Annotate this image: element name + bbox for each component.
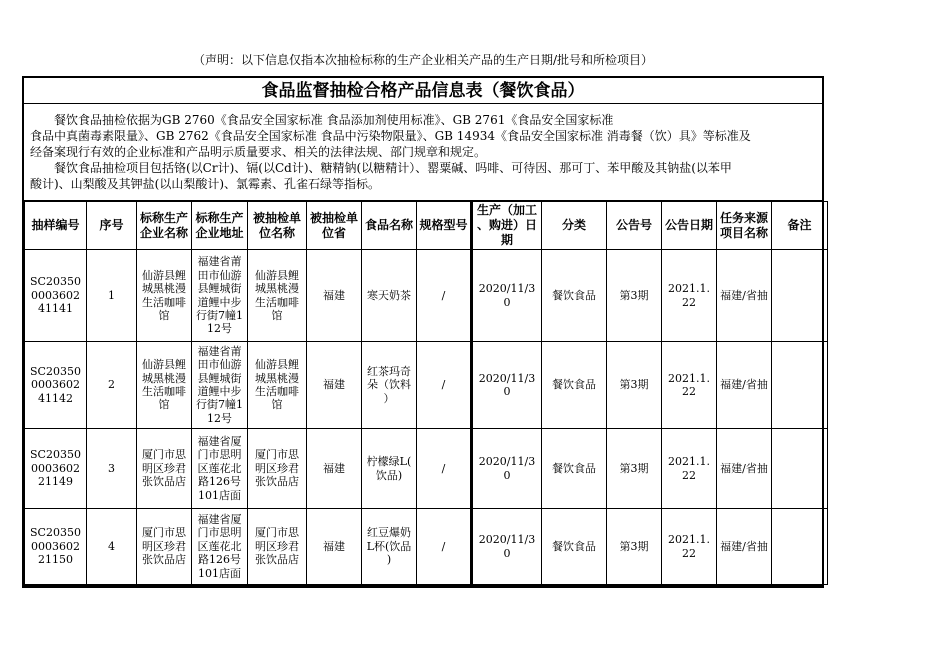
header-producer-name: 标称生产企业名称 bbox=[137, 202, 192, 250]
cell-sampled-unit-province: 福建 bbox=[307, 250, 362, 342]
cell-sampled-unit-name: 仙游县鲤城黑桃漫生活咖啡馆 bbox=[248, 250, 307, 342]
cell-category: 餐饮食品 bbox=[542, 429, 607, 509]
header-seq: 序号 bbox=[87, 202, 137, 250]
cell-production-date: 2020/11/30 bbox=[472, 429, 542, 509]
table-row bbox=[25, 250, 828, 342]
cell-spec-model: / bbox=[417, 250, 472, 342]
cell-sample-number: SC20350000360221150 bbox=[25, 509, 87, 585]
cell-announcement-date: 2021.1.22 bbox=[662, 429, 717, 509]
cell-producer-name: 仙游县鲤城黑桃漫生活咖啡馆 bbox=[137, 342, 192, 429]
cell-food-name: 柠檬绿L(饮品) bbox=[362, 429, 417, 509]
cell-seq: 4 bbox=[87, 509, 137, 585]
cell-task-source: 福建/省抽 bbox=[717, 429, 772, 509]
cell-announcement-date: 2021.1.22 bbox=[662, 509, 717, 585]
cell-sampled-unit-province: 福建 bbox=[307, 342, 362, 429]
cell-producer-address: 福建省莆田市仙游县鲤城街道鲤中步行街7幢112号 bbox=[192, 342, 248, 429]
table-header-row bbox=[25, 202, 828, 250]
table-row bbox=[25, 342, 828, 429]
table-row bbox=[25, 509, 828, 585]
header-announcement-date: 公告日期 bbox=[662, 202, 717, 250]
cell-production-date: 2020/11/30 bbox=[472, 509, 542, 585]
intro-line: 餐饮食品抽检依据为GB 2760《食品安全国家标准 食品添加剂使用标准》、GB 2761《食品安全国家标准 bbox=[54, 113, 614, 127]
products-table bbox=[24, 201, 828, 585]
cell-producer-name: 厦门市思明区珍君张饮品店 bbox=[137, 429, 192, 509]
intro-line: 餐饮食品抽检项目包括铬(以Cr计)、镉(以Cd计)、糖精钠(以糖精计）、罂粟碱、吗啡、可待因、那可丁、苯甲酸及其钠盐(以苯甲 bbox=[54, 161, 732, 175]
cell-spec-model: / bbox=[417, 509, 472, 585]
header-category: 分类 bbox=[542, 202, 607, 250]
cell-category: 餐饮食品 bbox=[542, 509, 607, 585]
header-producer-address: 标称生产企业地址 bbox=[192, 202, 248, 250]
cell-sampled-unit-name: 厦门市思明区珍君张饮品店 bbox=[248, 509, 307, 585]
cell-sampled-unit-name: 仙游县鲤城黑桃漫生活咖啡馆 bbox=[248, 342, 307, 429]
intro-section bbox=[24, 104, 822, 201]
cell-category: 餐饮食品 bbox=[542, 342, 607, 429]
cell-seq: 3 bbox=[87, 429, 137, 509]
cell-producer-address: 福建省厦门市思明区莲花北路126号101店面 bbox=[192, 429, 248, 509]
cell-sample-number: SC20350000360221149 bbox=[25, 429, 87, 509]
header-remark: 备注 bbox=[772, 202, 828, 250]
cell-seq: 1 bbox=[87, 250, 137, 342]
cell-remark bbox=[772, 250, 828, 342]
intro-line: 酸计)、山梨酸及其钾盐(以山梨酸计)、氯霉素、孔雀石绿等指标。 bbox=[30, 177, 381, 191]
header-sample-number: 抽样编号 bbox=[25, 202, 87, 250]
cell-remark bbox=[772, 509, 828, 585]
cell-category: 餐饮食品 bbox=[542, 250, 607, 342]
cell-sampled-unit-province: 福建 bbox=[307, 429, 362, 509]
cell-sampled-unit-province: 福建 bbox=[307, 509, 362, 585]
cell-spec-model: / bbox=[417, 342, 472, 429]
document-frame bbox=[22, 76, 824, 588]
cell-announcement-no: 第3期 bbox=[607, 250, 662, 342]
cell-producer-name: 厦门市思明区珍君张饮品店 bbox=[137, 509, 192, 585]
cell-sampled-unit-name: 厦门市思明区珍君张饮品店 bbox=[248, 429, 307, 509]
cell-remark bbox=[772, 342, 828, 429]
header-sampled-unit-province: 被抽检单位省 bbox=[307, 202, 362, 250]
cell-task-source: 福建/省抽 bbox=[717, 342, 772, 429]
cell-seq: 2 bbox=[87, 342, 137, 429]
header-announcement-no: 公告号 bbox=[607, 202, 662, 250]
cell-sample-number: SC20350000360241141 bbox=[25, 250, 87, 342]
cell-announcement-no: 第3期 bbox=[607, 342, 662, 429]
cell-food-name: 红豆爆奶L杯(饮品) bbox=[362, 509, 417, 585]
table-row bbox=[25, 429, 828, 509]
cell-producer-address: 福建省厦门市思明区莲花北路126号101店面 bbox=[192, 509, 248, 585]
cell-production-date: 2020/11/30 bbox=[472, 342, 542, 429]
cell-food-name: 红茶玛奇朵（饮料） bbox=[362, 342, 417, 429]
cell-announcement-date: 2021.1.22 bbox=[662, 342, 717, 429]
cell-food-name: 寒天奶茶 bbox=[362, 250, 417, 342]
intro-line: 食品中真菌毒素限量》、GB 2762《食品安全国家标准 食品中污染物限量》、GB 14934《食品安全国家标准 消毒餐（饮）具》等标准及 bbox=[30, 129, 751, 143]
header-sampled-unit-name: 被抽检单位名称 bbox=[248, 202, 307, 250]
cell-announcement-no: 第3期 bbox=[607, 509, 662, 585]
cell-task-source: 福建/省抽 bbox=[717, 250, 772, 342]
header-food-name: 食品名称 bbox=[362, 202, 417, 250]
cell-spec-model: / bbox=[417, 429, 472, 509]
declaration-text: （声明：以下信息仅指本次抽检标称的生产企业相关产品的生产日期/批号和所检项目） bbox=[192, 53, 654, 67]
document-title: 食品监督抽检合格产品信息表（餐饮食品） bbox=[24, 78, 822, 104]
cell-announcement-no: 第3期 bbox=[607, 429, 662, 509]
header-spec-model: 规格型号 bbox=[417, 202, 472, 250]
cell-production-date: 2020/11/30 bbox=[472, 250, 542, 342]
header-task-source: 任务来源项目名称 bbox=[717, 202, 772, 250]
cell-announcement-date: 2021.1.22 bbox=[662, 250, 717, 342]
cell-producer-address: 福建省莆田市仙游县鲤城街道鲤中步行街7幢112号 bbox=[192, 250, 248, 342]
cell-producer-name: 仙游县鲤城黑桃漫生活咖啡馆 bbox=[137, 250, 192, 342]
cell-remark bbox=[772, 429, 828, 509]
cell-task-source: 福建/省抽 bbox=[717, 509, 772, 585]
cell-sample-number: SC20350000360241142 bbox=[25, 342, 87, 429]
intro-line: 经备案现行有效的企业标准和产品明示质量要求、相关的法律法规、部门规章和规定。 bbox=[30, 145, 487, 159]
header-production-date: 生产（加工、购进）日期 bbox=[472, 202, 542, 250]
